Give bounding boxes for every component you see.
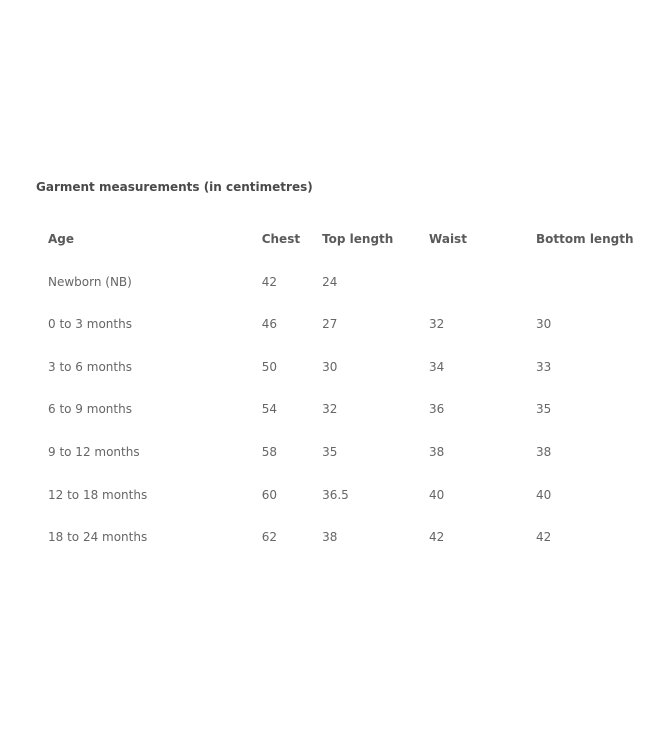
table-row	[36, 431, 636, 474]
table-row	[36, 474, 636, 517]
cell-waist: 38	[429, 444, 445, 459]
column-header-bottom-length: Bottom length	[536, 232, 634, 246]
cell-bottom-length: 38	[536, 444, 552, 459]
cell-waist: 42	[429, 530, 445, 545]
table-row	[36, 388, 636, 431]
cell-waist: 36	[429, 402, 445, 417]
cell-bottom-length: 30	[536, 317, 552, 332]
column-header-chest: Chest	[261, 232, 301, 246]
cell-chest: 42	[261, 274, 277, 289]
cell-age: 12 to 18 months	[48, 487, 148, 502]
cell-top-length: 32	[322, 402, 338, 417]
column-header-age: Age	[48, 232, 75, 246]
table-row	[36, 346, 636, 389]
column-header-waist: Waist	[429, 232, 467, 246]
table-header-row	[36, 218, 636, 261]
chart-title: Garment measurements (in centimetres)	[36, 180, 313, 194]
cell-age: 18 to 24 months	[48, 530, 148, 545]
cell-top-length: 30	[322, 359, 338, 374]
cell-bottom-length: 33	[536, 359, 552, 374]
cell-waist	[429, 261, 536, 304]
table-row	[36, 303, 636, 346]
cell-age: 9 to 12 months	[48, 444, 140, 459]
cell-top-length: 35	[322, 444, 338, 459]
cell-waist: 40	[429, 487, 445, 502]
cell-age: 3 to 6 months	[48, 359, 132, 374]
cell-bottom-length	[536, 261, 636, 304]
cell-chest: 58	[261, 444, 277, 459]
table-row	[36, 516, 636, 559]
size-chart	[36, 176, 636, 559]
cell-top-length: 38	[322, 530, 338, 545]
measurements-table	[36, 218, 636, 559]
cell-chest: 60	[261, 487, 277, 502]
column-header-top-length: Top length	[322, 232, 394, 246]
cell-age: 0 to 3 months	[48, 317, 132, 332]
cell-top-length: 36.5	[322, 487, 349, 502]
cell-chest: 50	[261, 359, 277, 374]
cell-top-length: 27	[322, 317, 338, 332]
cell-bottom-length: 42	[536, 530, 552, 545]
cell-age: Newborn (NB)	[48, 274, 132, 289]
cell-bottom-length: 35	[536, 402, 552, 417]
table-row	[36, 261, 636, 304]
cell-chest: 54	[261, 402, 277, 417]
cell-age: 6 to 9 months	[48, 402, 132, 417]
cell-chest: 62	[261, 530, 277, 545]
cell-top-length: 24	[322, 274, 338, 289]
cell-bottom-length: 40	[536, 487, 552, 502]
cell-chest: 46	[261, 317, 277, 332]
cell-waist: 32	[429, 317, 445, 332]
cell-waist: 34	[429, 359, 445, 374]
